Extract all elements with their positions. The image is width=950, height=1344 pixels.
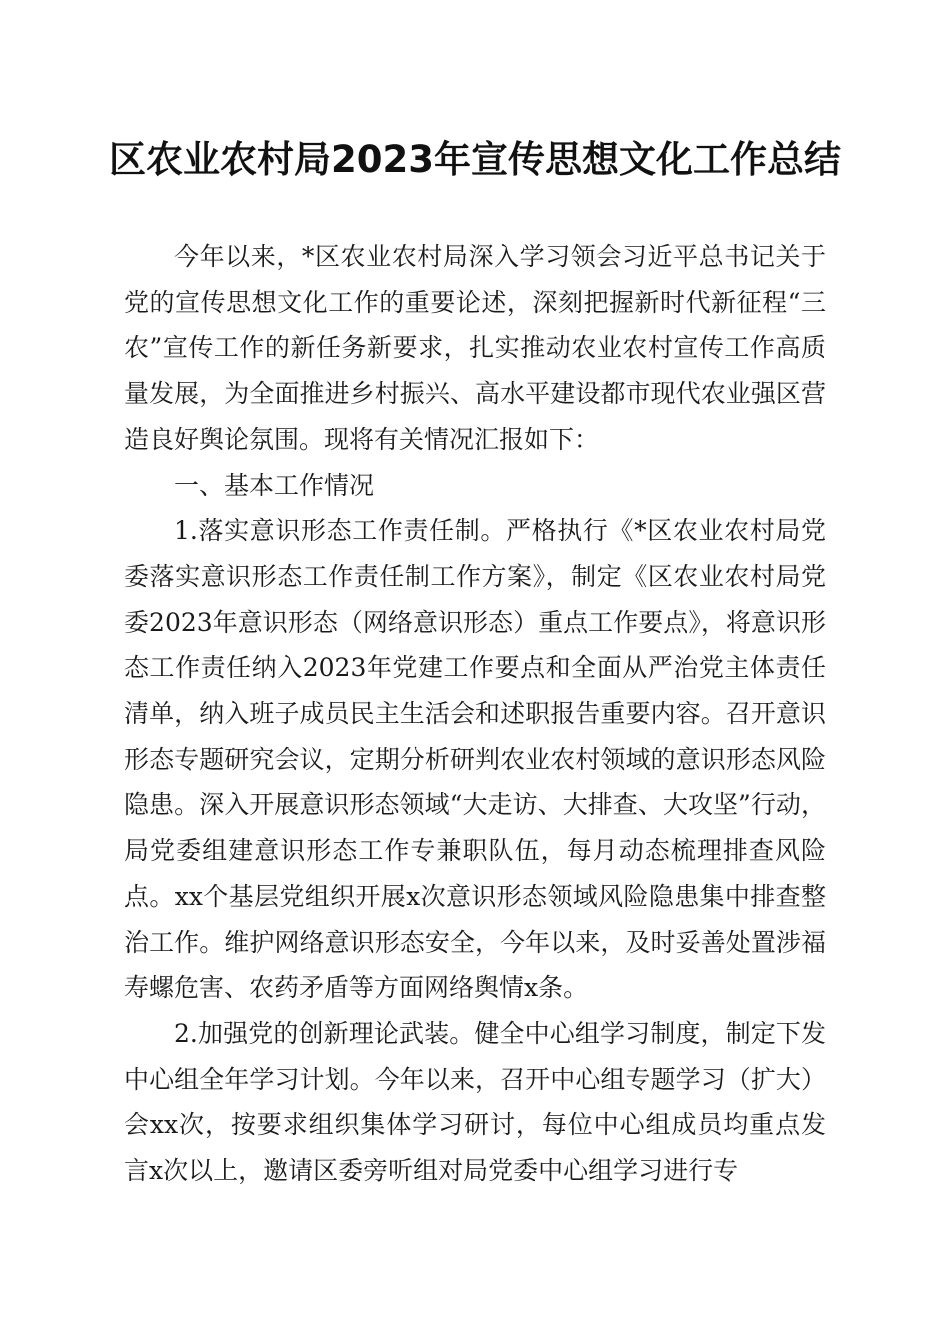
- item-2-paragraph: 2.加强党的创新理论武装。健全中心组学习制度，制定下发中心组全年学习计划。今年以来，召开中心组专题学习（扩大）会xx次，按要求组织集体学习研讨，每位中心组成员均重点发言x次以上，邀请区委旁听组对局党委中心组学习进行专: [124, 1018, 826, 1186]
- document-title: 区农业农村局2023年宣传思想文化工作总结: [109, 138, 841, 181]
- item-1-paragraph: 1.落实意识形态工作责任制。严格执行《*区农业农村局党委落实意识形态工作责任制工作方案》，制定《区农业农村局党委2023年意识形态（网络意识形态）重点工作要点》，将意识形态工作责任纳入2023年党建工作要点和全面从严治党主体责任清单，纳入班子成员民主生活会和述职报告重要内容。召开意识形态专题研究会议，定期分析研判农业农村领域的意识形态风险隐患。深入开展意识形态领域“大走访、大排查、大攻坚”行动，局党委组建意识形态工作专兼职队伍，每月动态梳理排查风险点。xx个基层党组织开展x次意识形态领域风险隐患集中排查整治工作。维护网络意识形态安全，今年以来，及时妥善处置涉福寿螺危害、农药矛盾等方面网络舆情x条。: [124, 516, 826, 1003]
- document-body: [124, 234, 826, 1194]
- intro-paragraph: 今年以来，*区农业农村局深入学习领会习近平总书记关于党的宣传思想文化工作的重要论述，深刻把握新时代新征程“三农”宣传工作的新任务新要求，扎实推动农业农村宣传工作高质量发展，为全面推进乡村振兴、高水平建设都市现代农业强区营造良好舆论氛围。现将有关情况汇报如下：: [124, 242, 826, 454]
- section-heading: 一、基本工作情况: [174, 470, 375, 500]
